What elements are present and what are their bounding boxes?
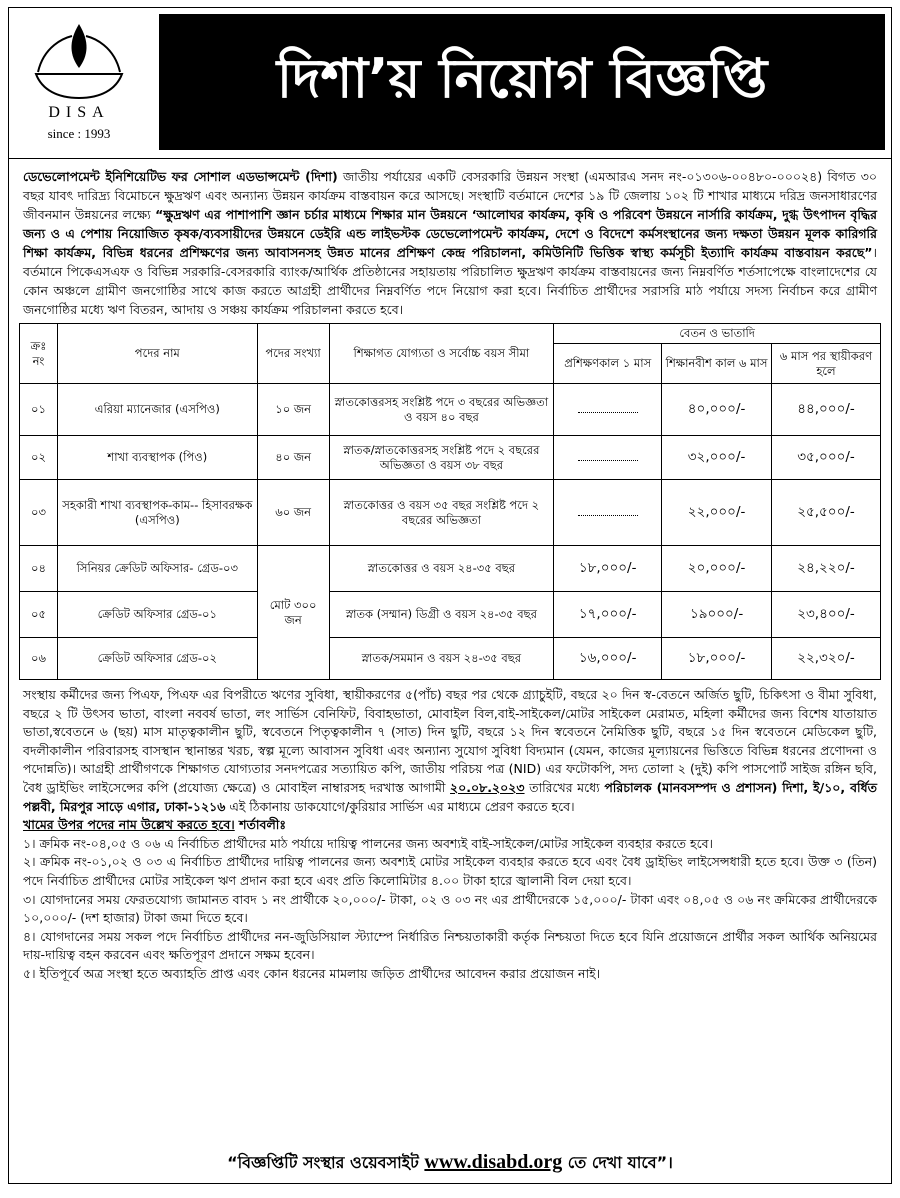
job-circular-page	[8, 7, 892, 1184]
col-header-probation: শিক্ষানবীশ কাল ৬ মাস	[662, 344, 772, 384]
row-permanent: ২২,৩২০/-	[772, 638, 881, 680]
table-row	[20, 436, 881, 480]
row-probation: ১৯০০০/-	[662, 592, 772, 638]
vacancy-table	[19, 323, 881, 680]
footer-text-post: তে দেখা যাবে”।	[562, 1153, 673, 1172]
row-probation: ৪০,০০০/-	[662, 384, 772, 436]
website-footer	[9, 1150, 891, 1177]
table-row	[20, 384, 881, 436]
row-training: ১৭,০০০/-	[554, 592, 662, 638]
disa-logo	[19, 16, 139, 148]
row-serial: ০৬	[20, 638, 58, 680]
row-post: ক্রেডিট অফিসার গ্রেড-০২	[57, 638, 257, 680]
conditions-title: শর্তাবলীঃ	[234, 817, 287, 833]
intro-quote: “ক্ষুদ্রঋণ এর পাশাপাশি জ্ঞান চর্চার মাধ্যমে শিক্ষার মান উন্নয়নে ‘আলোঘর কার্যক্রম, কৃষি ও পরিবেশ উন্নয়নে নার্সারি কার্যক্রম, দুগ্ধ উৎপাদন বৃদ্ধির জন্য ও এ পেশায় নিয়োজিত কৃষক/ব্যবসায়ীদের উন্নয়নে ডেইরি এন্ড লাইভস্টক ডেভেলোপমেন্ট কার্যক্রম, দেশে ও বিদেশে কর্মসংস্থানের জন্য দক্ষতা উন্নয়ন মূলক কারিগরি শিক্ষা কার্যক্রম, বিভিন্ন ধরনের প্রশিক্ষণের জন্য আবাসনসহ উন্নত মানের প্রশিক্ষণ কেন্দ্র পরিচালনা, কমিউনিটি ভিত্তিক স্বাস্থ্য কর্মসূচী ইত্যাদি কার্যক্রম বাস্তবায়ন করছে”	[23, 207, 877, 260]
envelope-note: খামের উপর পদের নাম উল্লেখ করতে হবে।	[23, 817, 235, 833]
col-header-serial: ক্রঃ নং	[20, 324, 58, 384]
row-post: ক্রেডিট অফিসার গ্রেড-০১	[57, 592, 257, 638]
row-post: সিনিয়র ক্রেডিট অফিসার- গ্রেড-০৩	[57, 546, 257, 592]
col-header-salary: বেতন ও ভাতাদি	[554, 324, 881, 344]
condition-item: ২। ক্রমিক নং-০১,০২ ও ০৩ এ নির্বাচিত প্রার্থীদের দায়িত্ব পালনের জন্য অবশ্যই মোটর সাইকেল ব্যবহার করতে হবে এবং বৈধ ড্রাইভিং লাইসেন্সধারী হতে হবে। উক্ত ৩ (তিন) পদে নির্বাচিত প্রার্থীদের মোটর সাইকেল ঋণ প্রদান করা হবে এবং প্রতি কিলোমিটার ৪.০০ টাকা হারে জ্বালানী বিল দেয়া হবে।	[23, 854, 877, 888]
col-header-training: প্রশিক্ষণকাল ১ মাস	[554, 344, 662, 384]
merged-post-count: মোট ৩০০ জন	[257, 546, 329, 680]
table-row	[20, 480, 881, 546]
row-serial: ০৪	[20, 546, 58, 592]
intro-paragraph	[9, 159, 891, 323]
mailing-address: পরিচালক (মানবসম্পদ ও প্রশাসন) দিশা, ই/১০, বর্ধিত পল্লবী, মিরপুর সাড়ে এগার, ঢাকা-১২১৬	[23, 779, 878, 814]
benefits-paragraph	[23, 686, 877, 816]
row-qualification: স্নাতক (সম্মান) ডিগ্রী ও বয়স ২৪-৩৫ বছর	[329, 592, 554, 638]
benefits-text-3: এই ঠিকানায় ডাকযোগে/কুরিয়ার সার্ভিস এর মাধ্যমে প্রেরণ করতে হবে।	[225, 798, 575, 814]
page-title: দিশা’য় নিয়োগ বিজ্ঞপ্তি	[159, 14, 885, 150]
org-name: ডেভেলোপমেন্ট ইনিশিয়েটিভ ফর সোশাল এডভান্সমেন্ট (দিশা)	[23, 169, 338, 184]
row-serial: ০৫	[20, 592, 58, 638]
row-training: ১৬,০০০/-	[554, 638, 662, 680]
header	[9, 8, 891, 159]
condition-item: ৫। ইতিপূর্বে অত্র সংস্থা হতে অব্যাহতি প্রাপ্ত এবং কোন ধরনের মামলায় জড়িত প্রার্থীদের আবেদন করার প্রয়োজন নাই।	[23, 965, 601, 981]
lamp-logo-icon	[24, 16, 134, 124]
row-permanent: ২৫,৫০০/-	[772, 480, 881, 546]
row-probation: ২০,০০০/-	[662, 546, 772, 592]
table-row	[20, 592, 881, 638]
condition-item: ৪। যোগদানের সময় সকল পদে নির্বাচিত প্রার্থীদের নন-জুডিসিয়াল স্ট্যাম্পে নির্ধারিত নিশ্চয়তাকারী কর্তৃক নিশ্চয়তা দিতে হবে যিনি প্রয়োজনে প্রার্থীর সকল আর্থিক অনিয়মের দায়-দায়িত্ব বহন করবেন এবং ক্ষতিপূরণ প্রদানে সক্ষম হবেন।	[23, 928, 877, 963]
row-training-empty	[554, 480, 662, 546]
row-post: এরিয়া ম্যানেজার (এসপিও)	[57, 384, 257, 436]
row-permanent: ২৪,২২০/-	[772, 546, 881, 592]
row-training: ১৮,০০০/-	[554, 546, 662, 592]
row-qualification: স্নাতক/সমমান ও বয়স ২৪-৩৫ বছর	[329, 638, 554, 680]
row-serial: ০২	[20, 436, 58, 480]
row-qualification: স্নাতকোত্তর ও বয়স ২৪-৩৫ বছর	[329, 546, 554, 592]
row-permanent: ২৩,৪০০/-	[772, 592, 881, 638]
row-qualification: স্নাতকোত্তরসহ সংশ্লিষ্ট পদে ৩ বছরের অভিজ্ঞতা ও বয়স ৪০ বছর	[329, 384, 554, 436]
row-count: ৪০ জন	[257, 436, 329, 480]
intro-text-1: জাতীয় পর্যায়ের একটি বেসরকারি উন্নয়ন সংস্থা (এমআরএ সনদ নং-০১৩০৬-০০৪৮০-০০০২৪) বিগত ৩০ বছর যাবৎ দারিদ্র্য বিমোচনে ক্ষুদ্রঋণ এবং অন্যান্য উন্নয়ন কার্যক্রম বাস্তবায়ন করে আসছে। সংস্থাটি বর্তমানে দেশের ১৯ টি জেলায় ১০২ টি শাখার মাধ্যমে দরিদ্র জনসাধারণের জীবনমান উন্নয়নের লক্ষ্যে	[23, 169, 877, 222]
row-permanent: ৪৪,০০০/-	[772, 384, 881, 436]
col-header-permanent: ৬ মাস পর স্থায়ীকরণ হলে	[772, 344, 881, 384]
row-probation: ৩২,০০০/-	[662, 436, 772, 480]
table-row	[20, 546, 881, 592]
svg-text:DISA: DISA	[48, 104, 110, 121]
row-probation: ১৮,০০০/-	[662, 638, 772, 680]
row-permanent: ৩৫,০০০/-	[772, 436, 881, 480]
benefits-text: সংস্থায় কর্মীদের জন্য পিএফ, পিএফ এর বিপরীতে ঋণের সুবিধা, স্থায়ীকরণের ৫(পাঁচ) বছর পর থেকে গ্র্যাচুইটি, বছরে ২০ দিন স্ব-বেতনে অর্জিত ছুটি, চিকিৎসা ও বীমা সুবিধা, বছরে ২ টি উৎসব ভাতা, বাংলা নববর্ষ ভাতা, লং সার্ভিস বেনিফিট, বিবাহভাতা, মোবাইল বিল,বাই-সাইকেল/মোটর সাইকেল মেরামত, মহিলা কর্মীদের জন্য বিশেষ যাতায়াত ভাতা,স্ববেতনে ৬ (ছয়) মাস মাতৃত্বকালীন ছুটি, স্ববেতনে পিতৃত্বকালীন ৭ (সাত) দিন ছুটি, বছরে ১২ দিন স্ববেতনে নৈমিত্তিক ছুটি, বছরে ১৫ দিন স্ববেতনে মেডিকেল ছুটি, বদলীকালীন পরিবারসহ বাসস্থান স্থানান্তর খরচ, স্বল্প মূল্যে আবাসন সুবিধা এবং অন্যান্য সুযোগ সুবিধা বিদ্যমান (যেমন, কাজের মূল্যায়নের ভিত্তিতে বিভিন্ন ধরনের প্রণোদনা ও পদোন্নতি)। আগ্রহী প্রার্থীগণকে শিক্ষাগত যোগ্যতার সনদপত্রের সত্যায়িত কপি, জাতীয় পরিচয় পত্র (NID) এর ফটোকপি, সদ্য তোলা ২ (দুই) কপি পাসপোর্ট সাইজ রঙ্গিন ছবি, বৈধ ড্রাইভিং লাইসেন্সের কপি (প্রযোজ্য ক্ষেত্রে) ও মোবাইল নাম্বারসহ দরখাস্ত আগামী	[23, 687, 877, 795]
row-serial: ০১	[20, 384, 58, 436]
intro-text-2: । বর্তমানে পিকেএসএফ ও বিভিন্ন সরকারি-বেসরকারি ব্যাংক/আর্থিক প্রতিষ্ঠানের সহায়তায় পরিচালিত ক্ষুদ্রঋণ কার্যক্রম বাস্তবায়নের জন্য নিম্নবর্ণিত শর্তসাপেক্ষে বাংলাদেশের যে কোন অঞ্চলে গ্রামীণ জনগোষ্ঠির সাথে কাজ করতে আগ্রহী প্রার্থীদের নিম্নবর্ণিত পদে নিয়োগ করা হবে। নির্বাচিত প্রার্থীদের সরাসরি মাঠ পর্যায়ে সদস্য নির্বাচন করে গ্রামীণ জনগোষ্ঠির মধ্যে ঋণ বিতরন, আদায় ও সঞ্চয় কার্যক্রম পরিচালনা করতে হবে।	[23, 245, 877, 317]
row-probation: ২২,০০০/-	[662, 480, 772, 546]
row-post: শাখা ব্যবস্থাপক (পিও)	[57, 436, 257, 480]
condition-item: ৩। যোগদানের সময় ফেরতযোগ্য জামানত বাবদ ১ নং প্রার্থীকে ২০,০০০/- টাকা, ০২ ও ০৩ নং এর প্রার্থীদেরকে ১৫,০০০/- টাকা এবং ০৪,০৫ ও ০৬ নং ক্রমিকের প্রার্থীদেরকে ১০,০০০/- (দশ হাজার) টাকা জমা দিতে হবে।	[23, 891, 877, 926]
row-qualification: স্নাতকোত্তর ও বয়স ৩৫ বছর সংশ্লিষ্ট পদে ২ বছরের অভিজ্ঞতা	[329, 480, 554, 546]
col-header-post: পদের নাম	[57, 324, 257, 384]
website-link[interactable]: www.disabd.org	[424, 1151, 563, 1173]
benefits-text-2: তারিখের মধ্যে	[524, 779, 605, 795]
col-header-qualification: শিক্ষাগত যোগ্যতা ও সর্বোচ্চ বয়স সীমা	[329, 324, 554, 384]
row-count: ১০ জন	[257, 384, 329, 436]
col-header-count: পদের সংখ্যা	[257, 324, 329, 384]
table-row	[20, 638, 881, 680]
row-training-empty	[554, 384, 662, 436]
terms-section	[9, 680, 891, 984]
row-post: সহকারী শাখা ব্যবস্থাপক-কাম-- হিসাবরক্ষক (এসপিও)	[57, 480, 257, 546]
footer-text-pre: “বিজ্ঞপ্তিটি সংস্থার ওয়েবসাইট	[227, 1153, 425, 1172]
row-count: ৬০ জন	[257, 480, 329, 546]
logo-since: since : 1993	[47, 126, 111, 141]
row-training-empty	[554, 436, 662, 480]
row-qualification: স্নাতক/স্নাতকোত্তরসহ সংশ্লিষ্ট পদে ২ বছরের অভিজ্ঞতা ও বয়স ৩৮ বছর	[329, 436, 554, 480]
condition-item: ১। ক্রমিক নং-০৪,০৫ ও ০৬ এ নির্বাচিত প্রার্থীদের মাঠ পর্যায়ে দায়িত্ব পালনের জন্য অবশ্যই বাই-সাইকেল/মোটর সাইকেল ব্যবহার করতে হবে।	[23, 835, 714, 851]
row-serial: ০৩	[20, 480, 58, 546]
deadline-date: ২০.০৮.২০২৩	[450, 779, 525, 795]
